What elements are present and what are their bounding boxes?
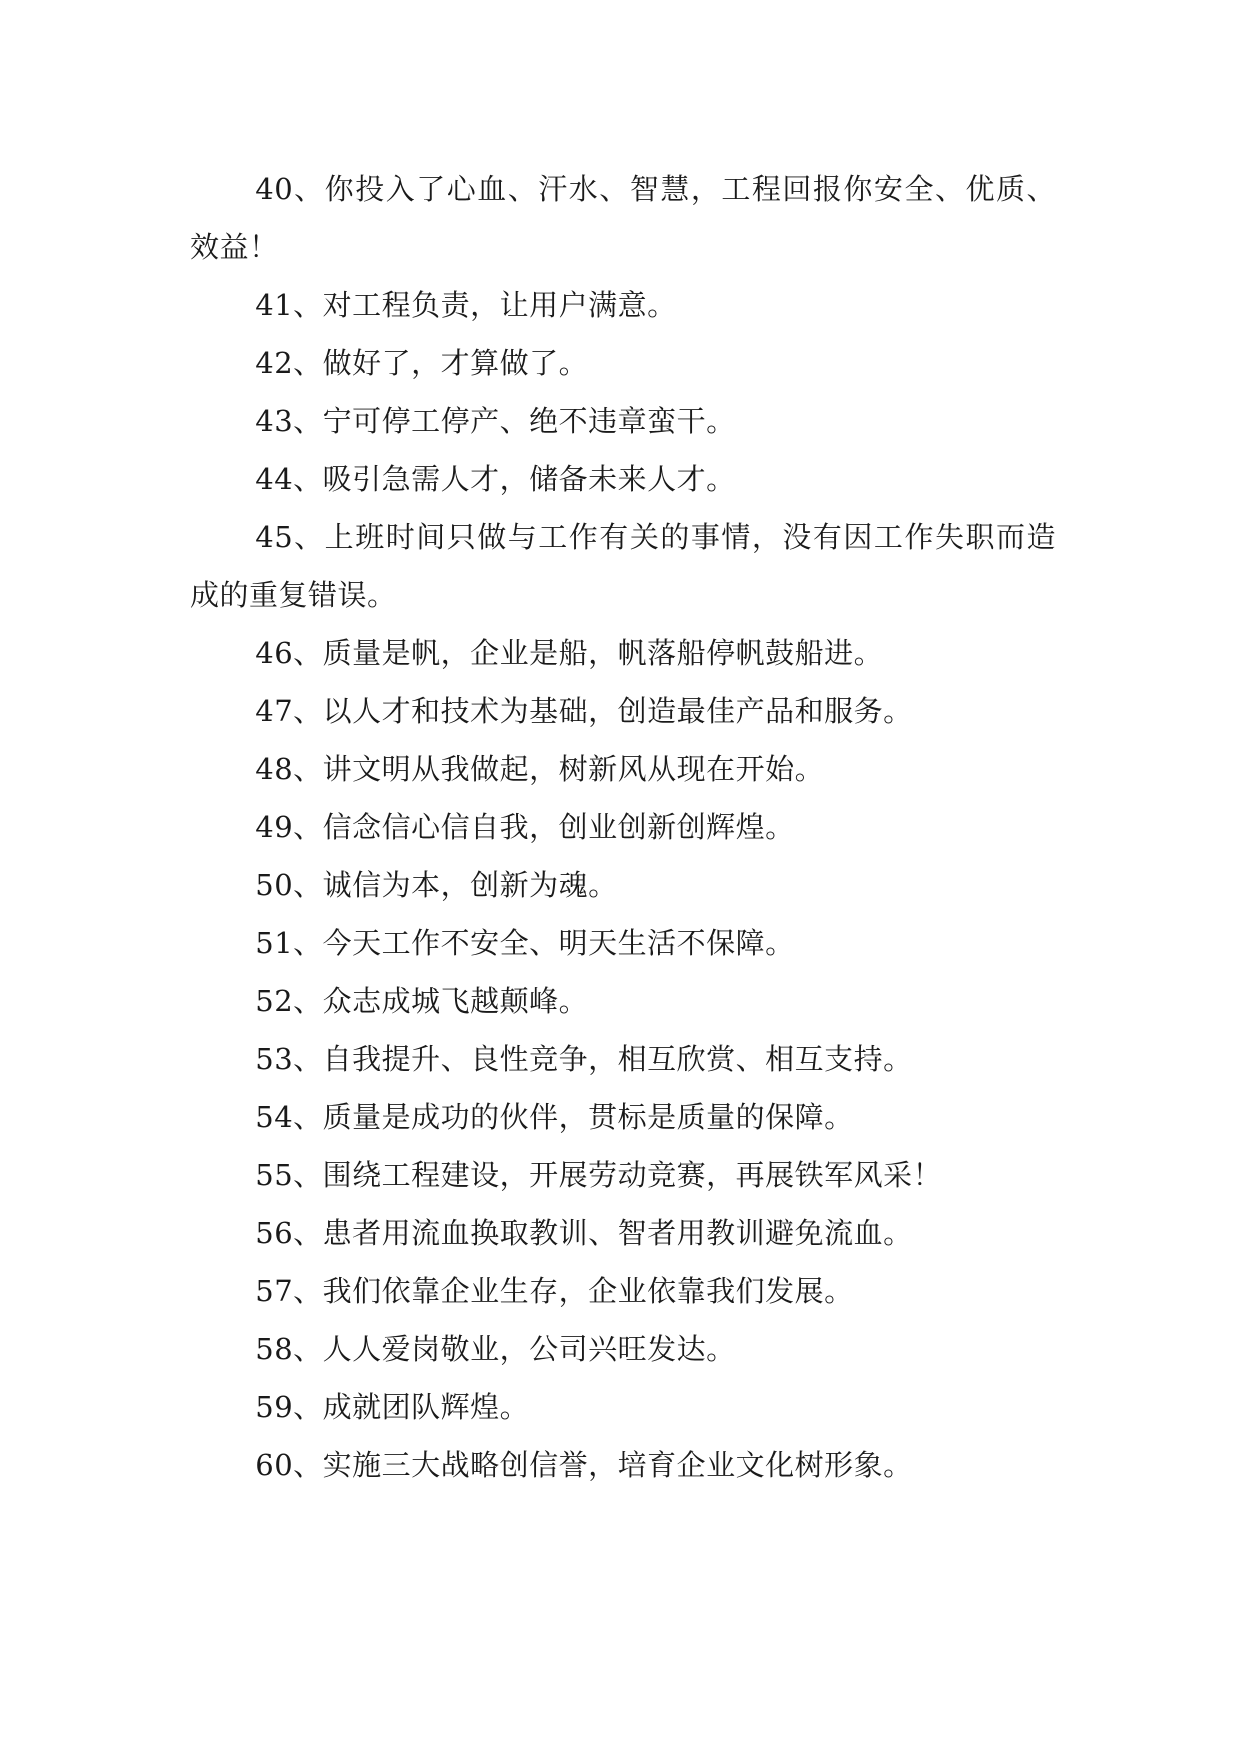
paragraph: 51、今天工作不安全、明天生活不保障。 xyxy=(255,926,795,960)
paragraph: 40、你投入了心血、汗水、智慧，工程回报你安全、优质、效益！ xyxy=(190,172,1056,264)
paragraph: 53、自我提升、良性竞争，相互欣赏、相互支持。 xyxy=(255,1042,913,1076)
paragraph: 55、围绕工程建设，开展劳动竞赛，再展铁军风采！ xyxy=(255,1158,943,1192)
paragraph: 49、信念信心信自我，创业创新创辉煌。 xyxy=(255,810,795,844)
document-body xyxy=(190,160,1056,1494)
paragraph: 56、患者用流血换取教训、智者用教训避免流血。 xyxy=(255,1216,913,1250)
paragraph: 45、上班时间只做与工作有关的事情，没有因工作失职而造成的重复错误。 xyxy=(190,520,1056,612)
paragraph: 43、宁可停工停产、绝不违章蛮干。 xyxy=(255,404,736,438)
paragraph: 46、质量是帆，企业是船，帆落船停帆鼓船进。 xyxy=(255,636,884,670)
paragraph: 44、吸引急需人才，储备未来人才。 xyxy=(255,462,736,496)
paragraph: 54、质量是成功的伙伴，贯标是质量的保障。 xyxy=(255,1100,854,1134)
paragraph: 60、实施三大战略创信誉，培育企业文化树形象。 xyxy=(255,1448,913,1482)
paragraph: 48、讲文明从我做起，树新风从现在开始。 xyxy=(255,752,825,786)
paragraph: 59、成就团队辉煌。 xyxy=(255,1390,530,1424)
paragraph: 57、我们依靠企业生存，企业依靠我们发展。 xyxy=(255,1274,854,1308)
paragraph: 52、众志成城飞越颠峰。 xyxy=(255,984,589,1018)
paragraph: 41、对工程负责，让用户满意。 xyxy=(255,288,677,322)
paragraph: 50、诚信为本，创新为魂。 xyxy=(255,868,618,902)
paragraph: 47、以人才和技术为基础，创造最佳产品和服务。 xyxy=(255,694,913,728)
paragraph: 42、做好了，才算做了。 xyxy=(255,346,589,380)
paragraph: 58、人人爱岗敬业，公司兴旺发达。 xyxy=(255,1332,736,1366)
